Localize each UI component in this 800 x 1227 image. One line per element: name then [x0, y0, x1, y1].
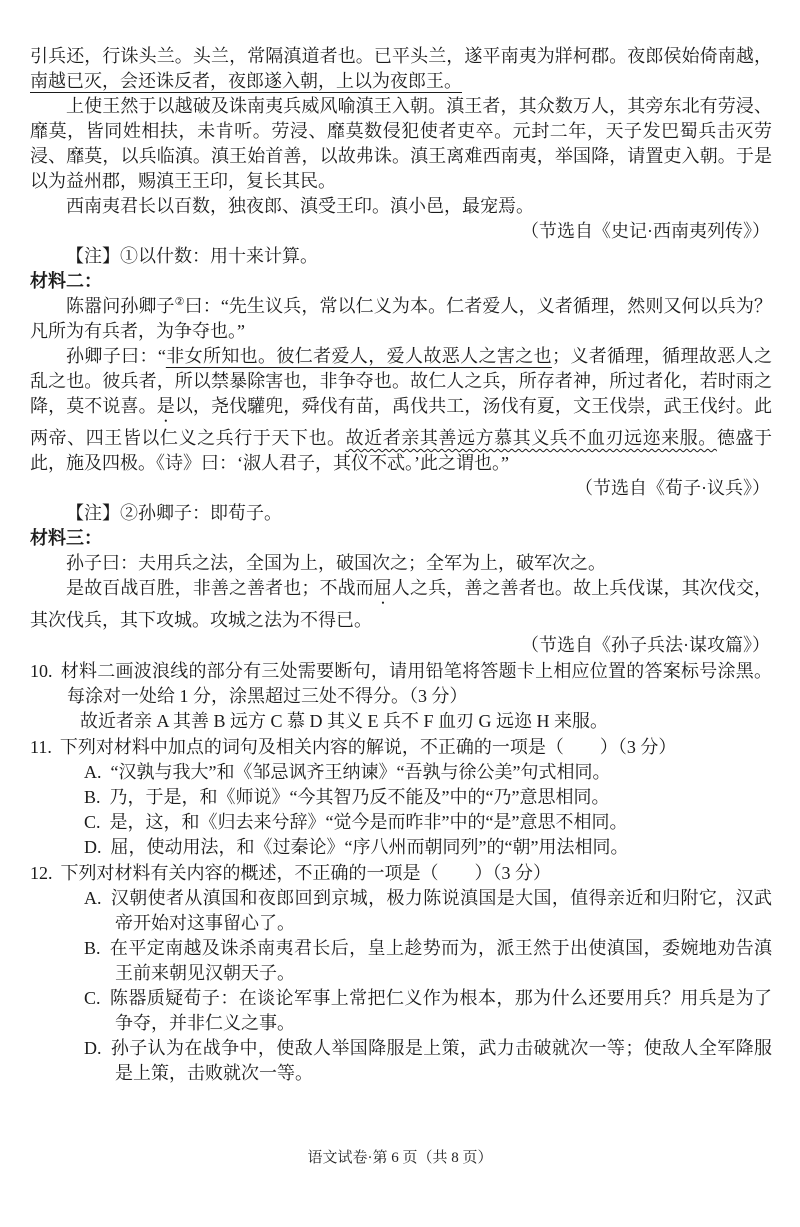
question-12-option-c: [30, 986, 772, 1036]
question-11-stem-text: 下列对材料中加点的词句及相关内容的解说，不正确的一项是（ ）（3 分）: [59, 737, 677, 757]
option-label: C.: [84, 988, 101, 1008]
question-12: [30, 861, 772, 1086]
material-1-section: [30, 44, 772, 269]
question-11-number: 11.: [30, 737, 52, 757]
question-12-stem-text: 下列对材料有关内容的概述，不正确的一项是（ ）（3 分）: [60, 863, 551, 883]
question-12-option-d: [30, 1036, 772, 1086]
material-1-paragraph-3: 西南夷君长以百数，独夜郎、滇受王印。滇小邑，最宠焉。: [66, 196, 534, 216]
option-text: 陈器质疑荀子：在谈论军事上常把仁义作为根本，那为什么还要用兵？用兵是为了争夺，并非仁义之事。: [109, 988, 772, 1033]
option-label: D.: [84, 837, 102, 857]
material-1-paragraph-2: 上使王然于以越破及诛南夷兵威风喻滇王入朝。滇王者，其众数万人，其旁东北有劳浸、靡莫，皆同姓相扶，未肯听。劳浸、靡莫数侵犯使者吏卒。元封二年，天子发巴蜀兵击灭劳浸、靡莫，以兵临滇。滇王始首善，以故弗诛。滇王离难西南夷，举国降，请置吏入朝。于是以为益州郡，赐滇王王印，复长其民。: [30, 96, 772, 191]
question-10-number: 10.: [30, 661, 53, 681]
page-footer-text: 语文试卷·第 6 页（共 8 页）: [307, 1150, 493, 1166]
option-label: A.: [84, 762, 102, 782]
option-text: “汉孰与我大”和《邹忌讽齐王纳谏》“吾孰与徐公美”句式相同。: [110, 762, 611, 782]
question-11-stem: [30, 735, 772, 760]
question-10: [30, 659, 772, 734]
question-11-option-b: [30, 785, 772, 810]
material-1-paragraph-1: 引兵还，行诛头兰。头兰，常隔滇道者也。已平头兰，遂平南夷为牂柯郡。夜郎侯始倚南越，南越已灭，会还诛反者，夜郎遂入朝，上以为夜郎王。: [30, 46, 772, 91]
option-text: 乃，于是，和《师说》“今其智乃反不能及”中的“乃”意思相同。: [109, 787, 610, 807]
option-text: 汉朝使者从滇国和夜郎回到京城，极力陈说滇国是大国，值得亲近和归附它，汉武帝开始对这事留心了。: [110, 888, 772, 933]
question-11-option-d: [30, 835, 772, 860]
question-10-stem: [30, 659, 772, 709]
question-11-option-c: [30, 810, 772, 835]
material-3-paragraph-2: 是故百战百胜，非善之善者也；不战而屈人之兵，善之善者也。故上兵伐谋，其次伐交，其次伐兵，其下攻城。攻城之法为不得已。: [30, 578, 773, 630]
option-text: 在平定南越及诛杀南夷君长后，皇上趁势而为，派王然于出使滇国，委婉地劝告滇王前来朝见汉朝天子。: [109, 938, 772, 983]
question-12-stem: [30, 861, 772, 886]
material-2-paragraph-2: 孙卿子曰：“非女所知也。彼仁者爱人，爱人故恶人之害之也；义者循理，循理故恶人之乱之也。彼兵者，所以禁暴除害也，非争夺也。故仁人之兵，所存者神，所过者化，若时雨之降，莫不说喜。是以，尧伐驩兜，舜伐有苗，禹伐共工，汤伐有夏，文王伐崇，武王伐纣。此两帝、四王皆以仁义之兵行于天下也。故近者亲其善远方慕其义兵不血刃远迩来服。德盛于此，施及四极。《诗》曰：‘淑人君子，其仪不忒。’此之谓也。”: [30, 346, 773, 473]
question-12-option-b: [30, 936, 772, 986]
material-2-paragraph-1: 陈嚣问孙卿子②曰：“先生议兵，常以仁义为本。仁者爱人，义者循理，然则又何以兵为？凡所为有兵者，为争夺也。”: [30, 296, 772, 341]
question-11-option-a: [30, 760, 772, 785]
question-12-number: 12.: [30, 863, 53, 883]
option-label: B.: [84, 787, 101, 807]
material-2-attribution: （节选自《荀子·议兵》）: [575, 478, 770, 498]
page-footer: [0, 1146, 800, 1167]
material-1-note: 【注】①以什数：用十来计算。: [66, 246, 318, 266]
question-10-stem-text: 材料二画波浪线的部分有三处需要断句，请用铅笔将答题卡上相应位置的答案标号涂黑。每涂对一处给 1 分，涂黑超过三处不得分。（3 分）: [60, 661, 772, 706]
option-label: C.: [84, 812, 101, 832]
option-label: B.: [84, 938, 101, 958]
material-3-section: [30, 526, 772, 658]
document-body: [30, 44, 772, 1086]
material-3-attribution: （节选自《孙子兵法·谋攻篇》）: [521, 635, 770, 655]
option-text: 屈，使动用法，和《过秦论》“序八州而朝同列”的“朝”用法相同。: [110, 837, 629, 857]
material-2-note: 【注】②孙卿子：即荀子。: [66, 503, 282, 523]
material-2-section: [30, 269, 772, 526]
option-text: 是，这，和《归去来兮辞》“觉今是而昨非”中的“是”意思不相同。: [109, 812, 628, 832]
option-text: 孙子认为在战争中，使敌人举国降服是上策，武力击破就次一等；使敌人全军降服是上策，击败就次一等。: [110, 1038, 772, 1083]
material-3-paragraph-1: 孙子曰：夫用兵之法，全国为上，破国次之；全军为上，破军次之。: [66, 553, 606, 573]
material-2-heading: 材料二：: [30, 271, 102, 291]
question-11: [30, 735, 772, 860]
material-1-attribution: （节选自《史记·西南夷列传》）: [521, 221, 770, 241]
material-3-heading: 材料三：: [30, 528, 102, 548]
option-label: D.: [84, 1038, 102, 1058]
question-12-option-a: [30, 886, 772, 936]
option-label: A.: [84, 888, 102, 908]
question-10-segmentation-sentence: 故近者亲 A 其善 B 远方 C 慕 D 其义 E 兵不 F 血刃 G 远迩 H 来服。: [80, 711, 609, 731]
